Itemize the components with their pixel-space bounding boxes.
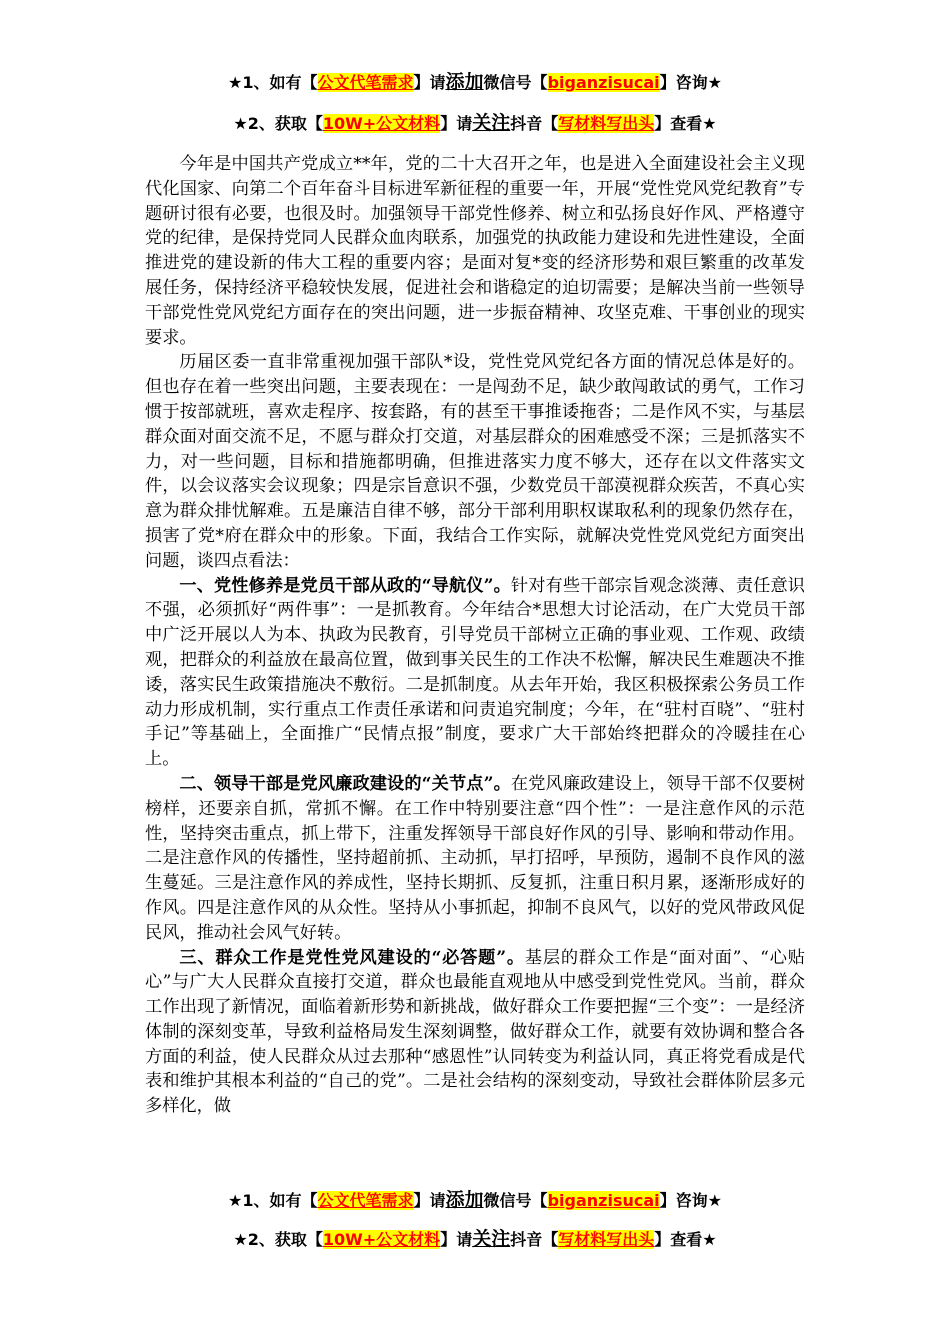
highlight-douyin-id: 写材料写出头 [558,114,655,133]
paragraph-point-3 [145,946,805,1120]
highlight-wechat-id: biganzisucai [547,1191,660,1210]
banner-text: 】请 [440,114,473,133]
highlight-douyin-id: 写材料写出头 [558,1230,655,1249]
banner-text: ★2、获取【 [233,114,323,133]
paragraph-point-1 [145,574,805,772]
banner-text: 】请 [440,1230,473,1249]
paragraph-point-2 [145,772,805,946]
banner-text: ★1、如有【 [228,1191,318,1210]
banner-text: 微信号【 [483,1191,548,1210]
promo-banner-top-2 [0,112,950,135]
banner-text: ★2、获取【 [233,1230,323,1249]
highlight-service: 公文代笔需求 [317,73,414,92]
highlight-wechat-id: biganzisucai [547,73,660,92]
banner-text: 】请 [413,73,446,92]
banner-text: 】查看★ [654,1230,717,1249]
highlight-materials: 10W+公文材料 [322,114,441,133]
banner-text: ★1、如有【 [228,73,318,92]
paragraph-problems: 历届区委一直非常重视加强干部队*设，党性党风党纪各方面的情况总体是好的。但也存在着一些突出问题，主要表现在：一是闯劲不足，缺少敢闯敢试的勇气，工作习惯于按部就班，喜欢走程序、按套路，有的甚至干事推诿拖沓；二是作风不实，与基层群众面对面交流不足，不愿与群众打交道，对基层群众的困难感受不深；三是抓落实不力，对一些问题，目标和措施都明确，但推进落实力度不够大，还存在以文件落实文件，以会议落实会议现象；四是宗旨意识不强，少数党员干部漠视群众疾苦，不真心实意为群众排忧解难。五是廉洁自律不够，部分干部利用职权谋取私利的现象仍然存在，损害了党*府在群众中的形象。下面，我结合工作实际，就解决党性党风党纪方面突出问题，谈四点看法： [145,352,805,571]
promo-banner-bottom-2 [0,1228,950,1251]
promo-banner-top-1 [0,71,950,94]
point-2-text: 在党风廉政建设上，领导干部不仅要树榜样，还要亲自抓，常抓不懈。在工作中特别要注意“四个性”：一是注意作风的示范性，坚持突击重点，抓上带下，注重发挥领导干部良好作风的引导、影响和带动作用。二是注意作风的传播性，坚持超前抓、主动抓，早打招呼，早预防，遏制不良作风的滋生蔓延。三是注意作风的养成性，坚持长期抓、反复抓，注重日积月累，逐渐形成好的作风。四是注意作风的从众性。坚持从小事抓起，抑制不良风气，以好的党风带政风促民风，推动社会风气好转。 [145,773,805,943]
point-1-text: 针对有些干部宗旨观念淡薄、责任意识不强，必须抓好“两件事”：一是抓教育。今年结合*思想大讨论活动，在广大党员干部中广泛开展以人为本、执政为民教育，引导党员干部树立正确的事业观、工作观、政绩观，把群众的利益放在最高位置，做到事关民生的工作决不松懈，解决民生难题决不推诿，落实民生政策措施决不敷衍。二是抓制度。从去年开始，我区积极探索公务员工作动力形成机制，实行重点工作责任承诺和问责追究制度；今年，在“驻村百晓”、“驻村手记”等基础上，全面推广“民情点报”制度，要求广大干部始终把群众的冷暖挂在心上。 [145,575,805,770]
banner-emphasis: 添加 [445,1189,484,1211]
point-2-heading: 二、领导干部是党风廉政建设的“关节点”。 [179,773,511,794]
banner-emphasis: 添加 [445,71,484,93]
banner-emphasis: 关注 [472,112,511,134]
highlight-service: 公文代笔需求 [317,1191,414,1210]
banner-text: 抖音【 [510,114,559,133]
banner-text: 】咨询★ [659,1191,722,1210]
banner-text: 】请 [413,1191,446,1210]
banner-text: 微信号【 [483,73,548,92]
highlight-materials: 10W+公文材料 [322,1230,441,1249]
paragraph-intro: 今年是中国共产党成立**年，党的二十大召开之年，也是进入全面建设社会主义现代化国家、向第二个百年奋斗目标进军新征程的重要一年，开展“党性党风党纪教育”专题研讨很有必要，也很及时。加强领导干部党性修养、树立和弘扬良好作风、严格遵守党的纪律，是保持党同人民群众血肉联系，加强党的执政能力建设和先进性建设，全面推进党的建设新的伟大工程的重要内容；是面对复*变的经济形势和艰巨繁重的改革发展任务，保持经济平稳较快发展，促进社会和谐稳定的迫切需要；是解决当前一些领导干部党性党风党纪方面存在的突出问题，进一步振奋精神、攻坚克难、干事创业的现实要求。 [145,154,805,348]
banner-emphasis: 关注 [472,1228,511,1250]
banner-text: 】咨询★ [659,73,722,92]
point-1-heading: 一、党性修养是党员干部从政的“导航仪”。 [179,575,511,596]
banner-text: 抖音【 [510,1230,559,1249]
point-3-heading: 三、群众工作是党性党风建设的“必答题”。 [179,947,525,968]
point-3-text: 基层的群众工作是“面对面”、“心贴心”与广大人民群众直接打交道，群众也最能直观地从中感受到党性党风。当前，群众工作出现了新情况，面临着新形势和新挑战，做好群众工作要把握“三个变”：一是经济体制的深刻变革，导致利益格局发生深刻调整，做好群众工作，就要有效协调和整合各方面的利益，使人民群众从过去那种“感恩性”认同转变为利益认同，真正将党看成是代表和维护其根本利益的“自己的党”。二是社会结构的深刻变动，导致社会群体阶层多元多样化，做 [145,947,805,1117]
document-body [145,152,805,1119]
banner-text: 】查看★ [654,114,717,133]
promo-banner-bottom-1 [0,1189,950,1212]
